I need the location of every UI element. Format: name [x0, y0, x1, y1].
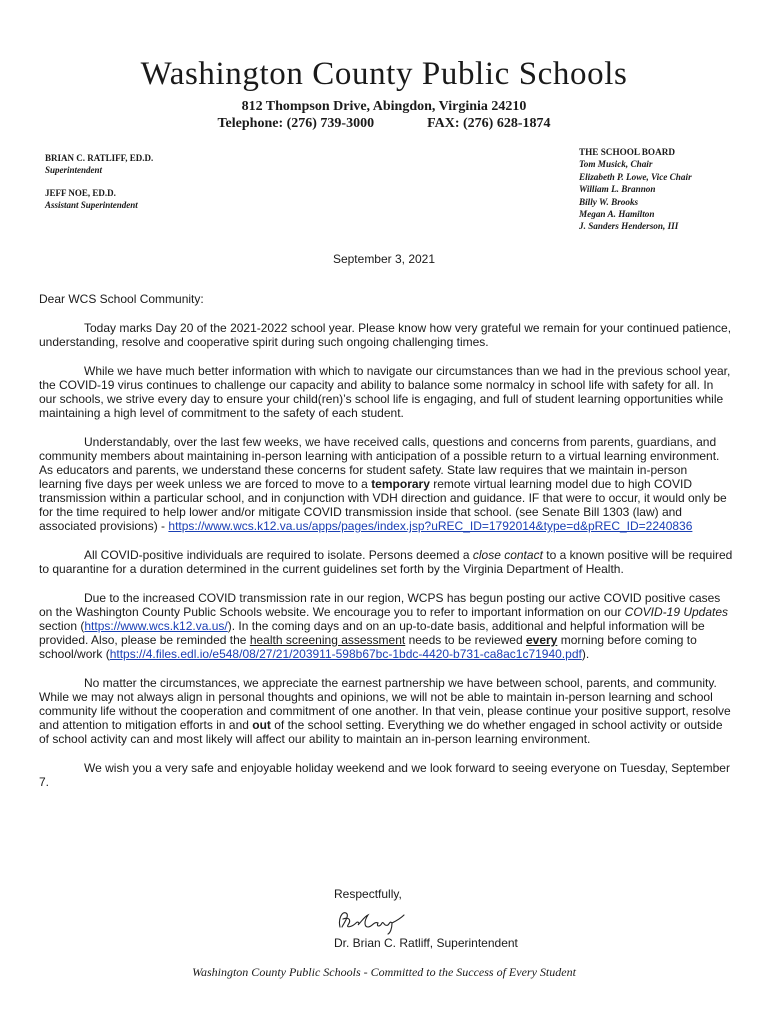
emphasis-italic: COVID-19 Updates — [624, 605, 729, 619]
admin-name: BRIAN C. RATLIFF, ED.D. — [45, 153, 154, 163]
letterhead-fax: FAX: (276) 628-1874 — [427, 116, 551, 131]
paragraph: Understandably, over the last few weeks, we have received calls, questions and concerns from parents, guardians, and community members about maintaining in-person learning with anticipation of a possible return to a virtual learning environment. As educators and parents, we understand these concerns for student safety. State law requires that we maintain in-person learning five days per week unless we are forced to move to a temporary remote virtual learning model due to high COVID transmission within a particular school, and in conjunction with VDH direction and guidance. IF that were to occur, it would only be for the time required to help lower and/or mitigate COVID transmission inside that school. (see Senate Bill 1303 (law) and associated provisions) - https://www.wcs.k12.va.us/apps/pages/index.jsp?uREC_ID=1792014&type=d&pREC_ID=2240836 — [39, 435, 727, 533]
school-board-list — [579, 146, 692, 233]
letter-body — [39, 292, 733, 804]
paragraph: All COVID-positive individuals are required to isolate. Persons deemed a close contact to a known positive will be required to quarantine for a duration determined in the current guidelines set forth by the Virginia Department of Health. — [39, 548, 733, 576]
signature-image — [334, 905, 414, 935]
board-member: Elizabeth P. Lowe, Vice Chair — [579, 171, 692, 182]
administration-list — [45, 152, 153, 211]
letterhead-address-block — [0, 98, 768, 132]
paragraph: Today marks Day 20 of the 2021-2022 school year. Please know how very grateful we remain for your continued patience, understanding, resolve and cooperative spirit during such ongoing challenging times. — [39, 321, 732, 349]
senate-bill-link[interactable]: https://www.wcs.k12.va.us/apps/pages/index.jsp?uREC_ID=1792014&type=d&pREC_ID=2240836 — [168, 519, 693, 533]
wcs-website-link[interactable]: https://www.wcs.k12.va.us/ — [84, 619, 228, 633]
admin-role: Assistant Superintendent — [45, 200, 138, 210]
signer-name: Dr. Brian C. Ratliff, Superintendent — [334, 936, 518, 950]
letterhead-telephone: Telephone: (276) 739-3000 — [217, 116, 375, 131]
health-screening-pdf-link[interactable]: https://4.files.edl.io/e548/08/27/21/203911-598b67bc-1bdc-4420-b731-ca8ac1c71940.pdf — [109, 647, 582, 661]
board-member: William L. Brannon — [579, 184, 656, 195]
board-member: Billy W. Brooks — [579, 196, 639, 207]
paragraph: Due to the increased COVID transmission rate in our region, WCPS has begun posting our active COVID positive cases on the Washington County Public Schools website. We encourage you to refer to important information on our COVID-19 Updates section (https://www.wcs.k12.va.us/). In the coming days and on an up-to-date basis, additional and helpful information will be provided. Also, please be reminded the health screening assessment needs to be reviewed every morning before coming to school/work (https://4.files.edl.io/e548/08/27/21/203911-598b67bc-1bdc-4420-b731-ca8ac1c71940.pdf). — [39, 591, 729, 661]
footer-motto: Washington County Public Schools - Committed to the Success of Every Student — [192, 965, 576, 979]
emphasis-italic: close contact — [472, 548, 543, 562]
admin-role: Superintendent — [45, 165, 103, 175]
emphasis-bold: temporary — [371, 477, 430, 491]
letterhead-title: Washington County Public Schools — [140, 56, 628, 92]
salutation: Dear WCS School Community: — [39, 292, 204, 306]
paragraph: No matter the circumstances, we appreciate the earnest partnership we have between school, parents, and community. While we may not always align in personal thoughts and opinions, we will not be able to maintain in-person learning and school community life without the cooperation and commitment of one another. In that vein, please continue your positive support, resolve and attention to mitigation efforts in and out of the school setting. Everything we do whether engaged in school activity or outside of school activity can and most likely will affect our ability to maintain an in-person learning environment. — [39, 676, 731, 746]
letterhead-address: 812 Thompson Drive, Abingdon, Virginia 24210 — [241, 99, 527, 114]
emphasis-bold: out — [252, 718, 271, 732]
board-member: J. Sanders Henderson, III — [579, 221, 679, 232]
board-member: Tom Musick, Chair — [579, 159, 653, 170]
admin-name: JEFF NOE, ED.D. — [45, 188, 116, 198]
health-screening-text: health screening assessment — [249, 633, 406, 647]
paragraph: While we have much better information with which to navigate our circumstances than we had in the previous school year, the COVID-19 virus continues to challenge our capacity and ability to balance some normalcy in school life with safety for all. In our schools, we strive every day to ensure your child(ren)’s school life is engaging, and full of student learning opportunities while maintaining a high level of commitment to the safety of each student. — [39, 364, 731, 420]
letter-date: September 3, 2021 — [332, 252, 436, 266]
board-heading: THE SCHOOL BOARD — [579, 147, 675, 157]
emphasis-bold: every — [525, 633, 558, 647]
closing: Respectfully, — [334, 887, 402, 901]
paragraph: We wish you a very safe and enjoyable holiday weekend and we look forward to seeing everyone on Tuesday, September 7. — [39, 761, 730, 789]
board-member: Megan A. Hamilton — [579, 209, 655, 220]
